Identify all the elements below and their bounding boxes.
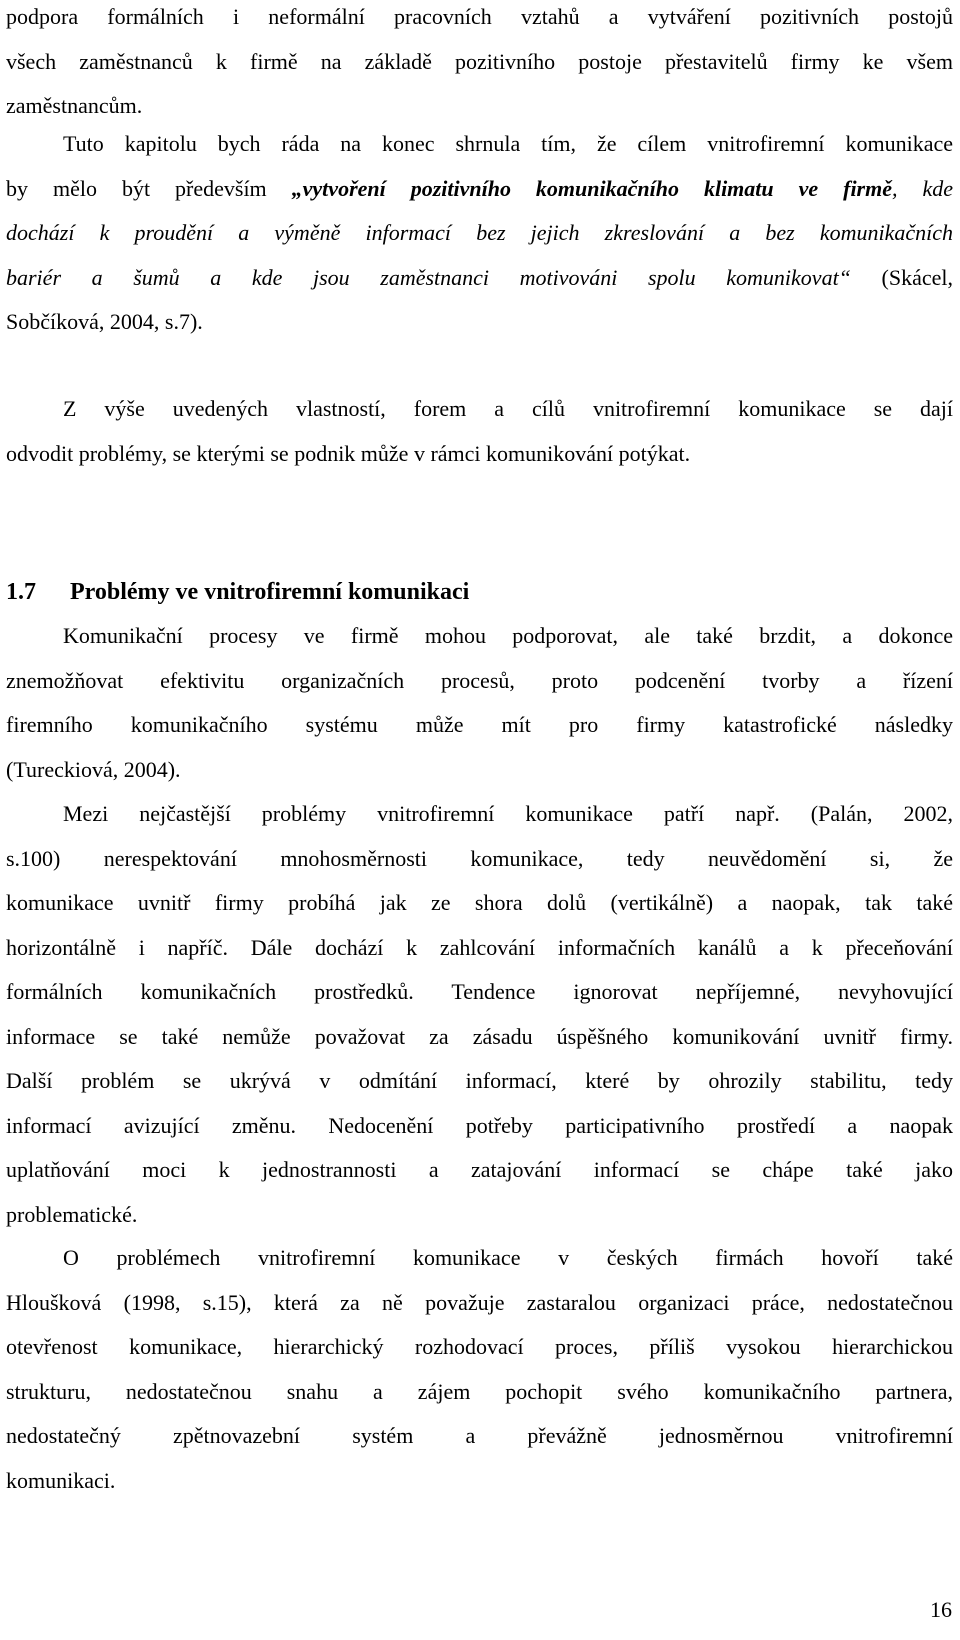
- text-line: Komunikační procesy ve firmě mohou podporovat, ale také brzdit, a dokonce: [63, 623, 953, 648]
- text-line: O problémech vnitrofiremní komunikace v českých firmách hovoří také: [63, 1245, 953, 1270]
- paragraph-1: [6, 614, 953, 792]
- citation-line: Sobčíková, 2004, s.7).: [6, 309, 203, 334]
- paragraph-3: [6, 1236, 953, 1503]
- text-line: informace se také nemůže považovat za zásadu úspěšného komunikování uvnitř firmy.: [6, 1023, 953, 1049]
- text-line: horizontálně i napříč. Dále dochází k zahlcování informačních kanálů a k přeceňování: [6, 934, 953, 960]
- text-line: strukturu, nedostatečnou snahu a zájem pochopit svého komunikačního partnera,: [6, 1378, 953, 1404]
- text-line: s.100) nerespektování mnohosměrnosti komunikace, tedy neuvědomění si, že: [6, 845, 953, 871]
- summary-paragraph: [6, 122, 953, 345]
- text-line: všech zaměstnanců k firmě na základě pozitivního postoje přestavitelů firmy ke všem: [6, 48, 953, 74]
- text-line: Další problém se ukrývá v odmítání informací, které by ohrozily stabilitu, tedy: [6, 1068, 953, 1093]
- text-line: Z výše uvedených vlastností, forem a cílů vnitrofiremní komunikace se dají: [63, 396, 953, 421]
- text-line: otevřenost komunikace, hierarchický rozhodovací proces, příliš vysokou hierarchickou: [6, 1334, 953, 1359]
- text-line: informací avizující změnu. Nedocenění potřeby participativního prostředí a naopak: [6, 1112, 953, 1138]
- text-line: Hloušková (1998, s.15), která za ně považuje zastaralou organizaci práce, nedostatečnou: [6, 1289, 953, 1315]
- text-line: Tuto kapitolu bych ráda na konec shrnula tím, že cílem vnitrofiremní komunikace: [63, 131, 953, 156]
- section-number: 1.7: [6, 579, 36, 605]
- text-line: komunikace uvnitř firmy probíhá jak ze shora dolů (vertikálně) a naopak, tak také: [6, 890, 953, 915]
- text-line: uplatňování moci k jednostrannosti a zatajování informací se chápe také jako: [6, 1157, 953, 1182]
- text-line: znemožňovat efektivitu organizačních procesů, proto podcenění tvorby a řízení: [6, 667, 953, 693]
- top-paragraph: [6, 0, 953, 129]
- section-title: Problémy ve vnitrofiremní komunikaci: [70, 579, 470, 605]
- text-line: nedostatečný zpětnovazební systém a převážně jednosměrnou vnitrofiremní: [6, 1423, 953, 1448]
- text-line: komunikaci.: [6, 1467, 116, 1493]
- text-line: formálních komunikačních prostředků. Tendence ignorovat nepříjemné, nevyhovující: [6, 979, 953, 1004]
- section-heading: [6, 570, 469, 614]
- paragraph-2: [6, 792, 953, 1237]
- quoted-emphasis: „vytvoření pozitivního komunikačního klimatu ve firmě: [291, 175, 892, 201]
- text-line: (Tureckiová, 2004).: [6, 756, 181, 782]
- text-line: problematické.: [6, 1201, 138, 1227]
- text-line: Mezi nejčastější problémy vnitrofiremní komunikace patří např. (Palán, 2002,: [63, 801, 953, 826]
- text-line: podpora formálních i neformální pracovních vztahů a vytváření pozitivních postojů: [6, 4, 953, 29]
- text-line: odvodit problémy, se kterými se podnik může v rámci komunikování potýkat.: [6, 440, 691, 466]
- problems-intro-paragraph: [6, 387, 953, 476]
- quote-line: dochází k proudění a výměně informací bez jejich zkreslování a bez komunikačních: [6, 220, 953, 245]
- text-line: zaměstnancům.: [6, 93, 143, 118]
- text-line: by mělo být především „vytvoření pozitivního komunikačního klimatu ve firmě, kde: [6, 175, 954, 201]
- page-number: 16: [930, 1597, 952, 1622]
- text-line: firemního komunikačního systému může mít pro firmy katastrofické následky: [6, 712, 953, 737]
- text-line: bariér a šumů a kde jsou zaměstnanci motivováni spolu komunikovat“ (Skácel,: [6, 264, 953, 290]
